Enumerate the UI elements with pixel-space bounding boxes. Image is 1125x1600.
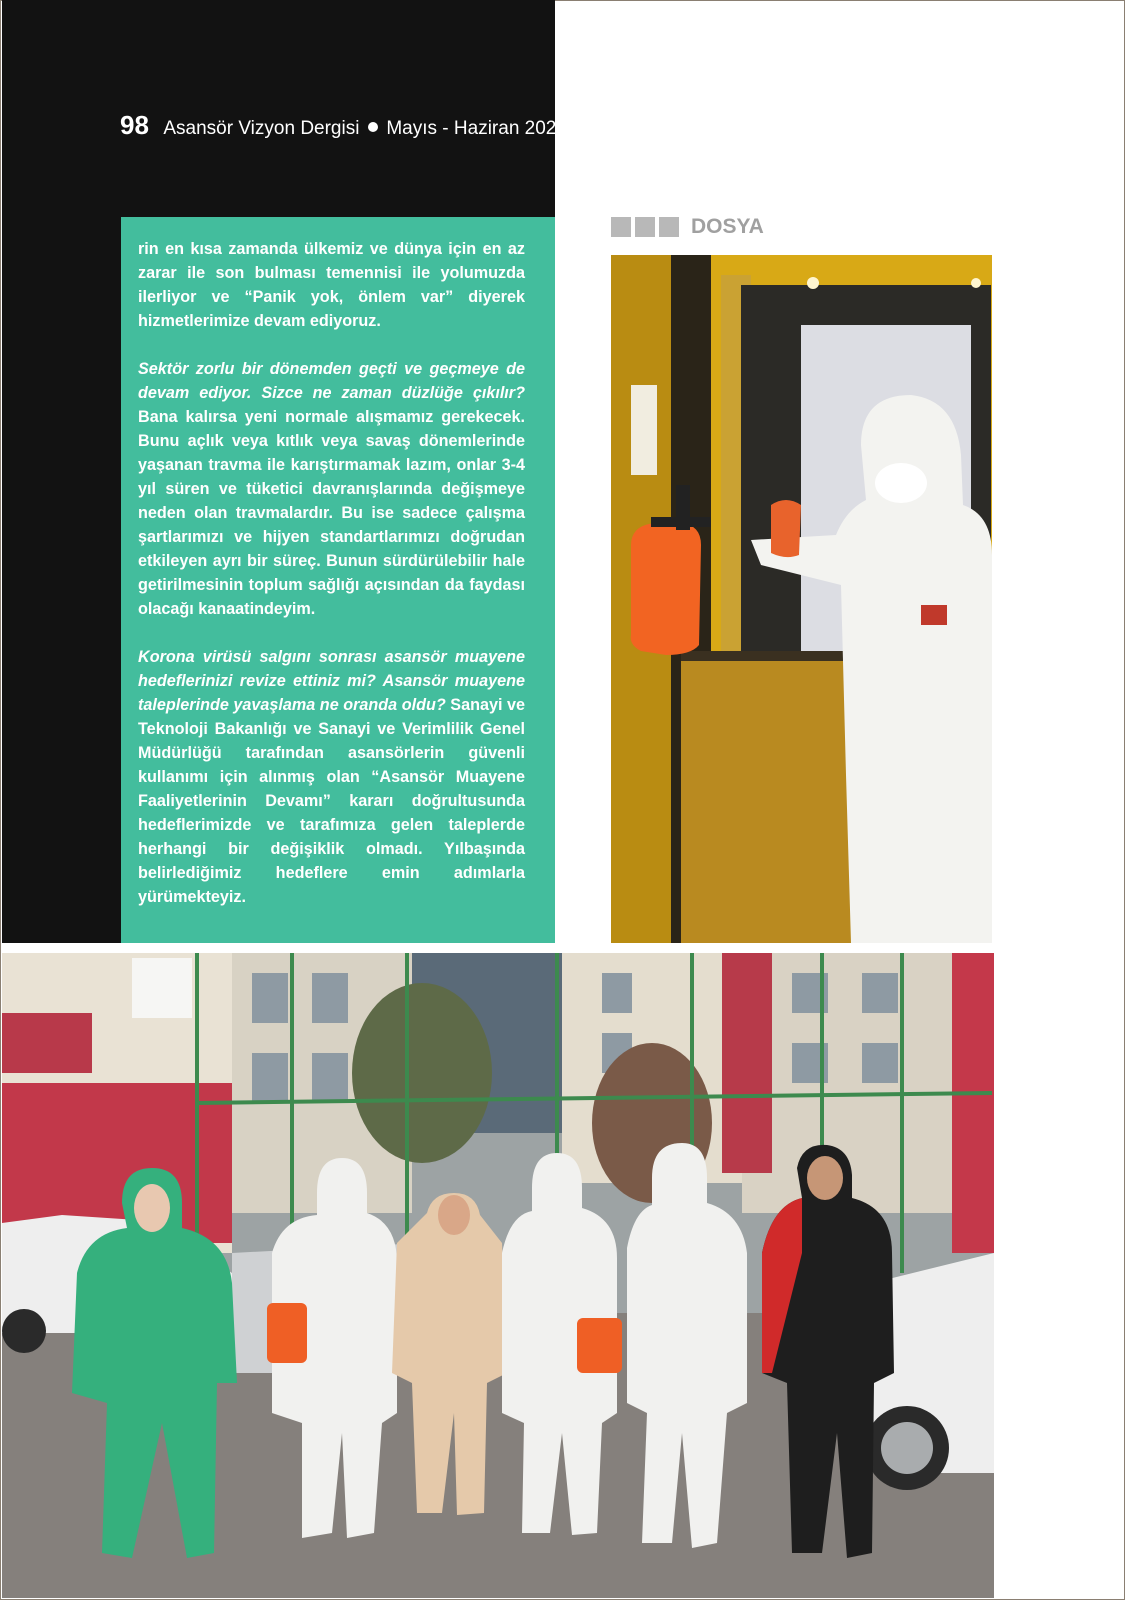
running-header [120,110,567,141]
interview-block [138,357,525,621]
interview-question: Sektör zorlu bir dönemden geçti ve geçmeye de devam ediyor. Sizce ne zaman düzlüğe çıkılır? [138,360,525,402]
section-title: DOSYA [691,215,764,238]
square-icon [635,217,655,237]
bullet-separator-icon [368,122,378,132]
magazine-name: Asansör Vizyon Dergisi [163,118,360,139]
issue-date: Mayıs - Haziran 2020 [386,118,567,139]
section-label [611,215,764,239]
interview-answer: Bana kalırsa yeni normale alışmamız gerekecek. Bunu açlık veya kıtlık veya savaş dönemlerinde yaşanan travma ile karıştırmamak lazım, onlar 3-4 yıl süren ve tüketici davranışlarında değişmeye neden olan travmalardır. Bu ise sadece çalışma şartlarımızı ve hijyen standartlarımızı doğrudan etkileyen ayrı bir süreç. Bunun sürdürülebilir hale getirilmesinin toplum sağlığı açısından da faydası olacağı kanaatindeyim. [138,408,525,618]
square-icon [659,217,679,237]
article-text-box [121,217,555,943]
team-group-photo [2,953,994,1598]
interview-question: Korona virüsü salgını sonrası asansör muayene hedeflerinizi revize ettiniz mi? Asansör muayene taleplerinde yavaşlama ne oranda oldu? [138,648,525,714]
page-number: 98 [120,110,149,140]
article-paragraph: rin en kısa zamanda ülkemiz ve dünya için en az zarar ile son bulması temennisi ile yolumuzda ilerliyor ve “Panik yok, önlem var” diyerek hizmetlerimize devam ediyoruz. [138,240,525,330]
interview-block [138,645,525,909]
elevator-disinfection-photo [611,255,992,943]
interview-answer: Sanayi ve Teknoloji Bakanlığı ve Sanayi ve Verimlilik Genel Müdürlüğü tarafından asansörlerin güvenli kullanımı için alınmış olan “Asansör Muayene Faaliyetlerinin Devamı” kararı doğrultusunda hedeflerimizde ve tarafımıza gelen taleplerde herhangi bir değişiklik olmadı. Yılbaşında belirlediğimiz hedeflere emin adımlarla yürümekteyiz. [138,696,525,906]
square-icon [611,217,631,237]
